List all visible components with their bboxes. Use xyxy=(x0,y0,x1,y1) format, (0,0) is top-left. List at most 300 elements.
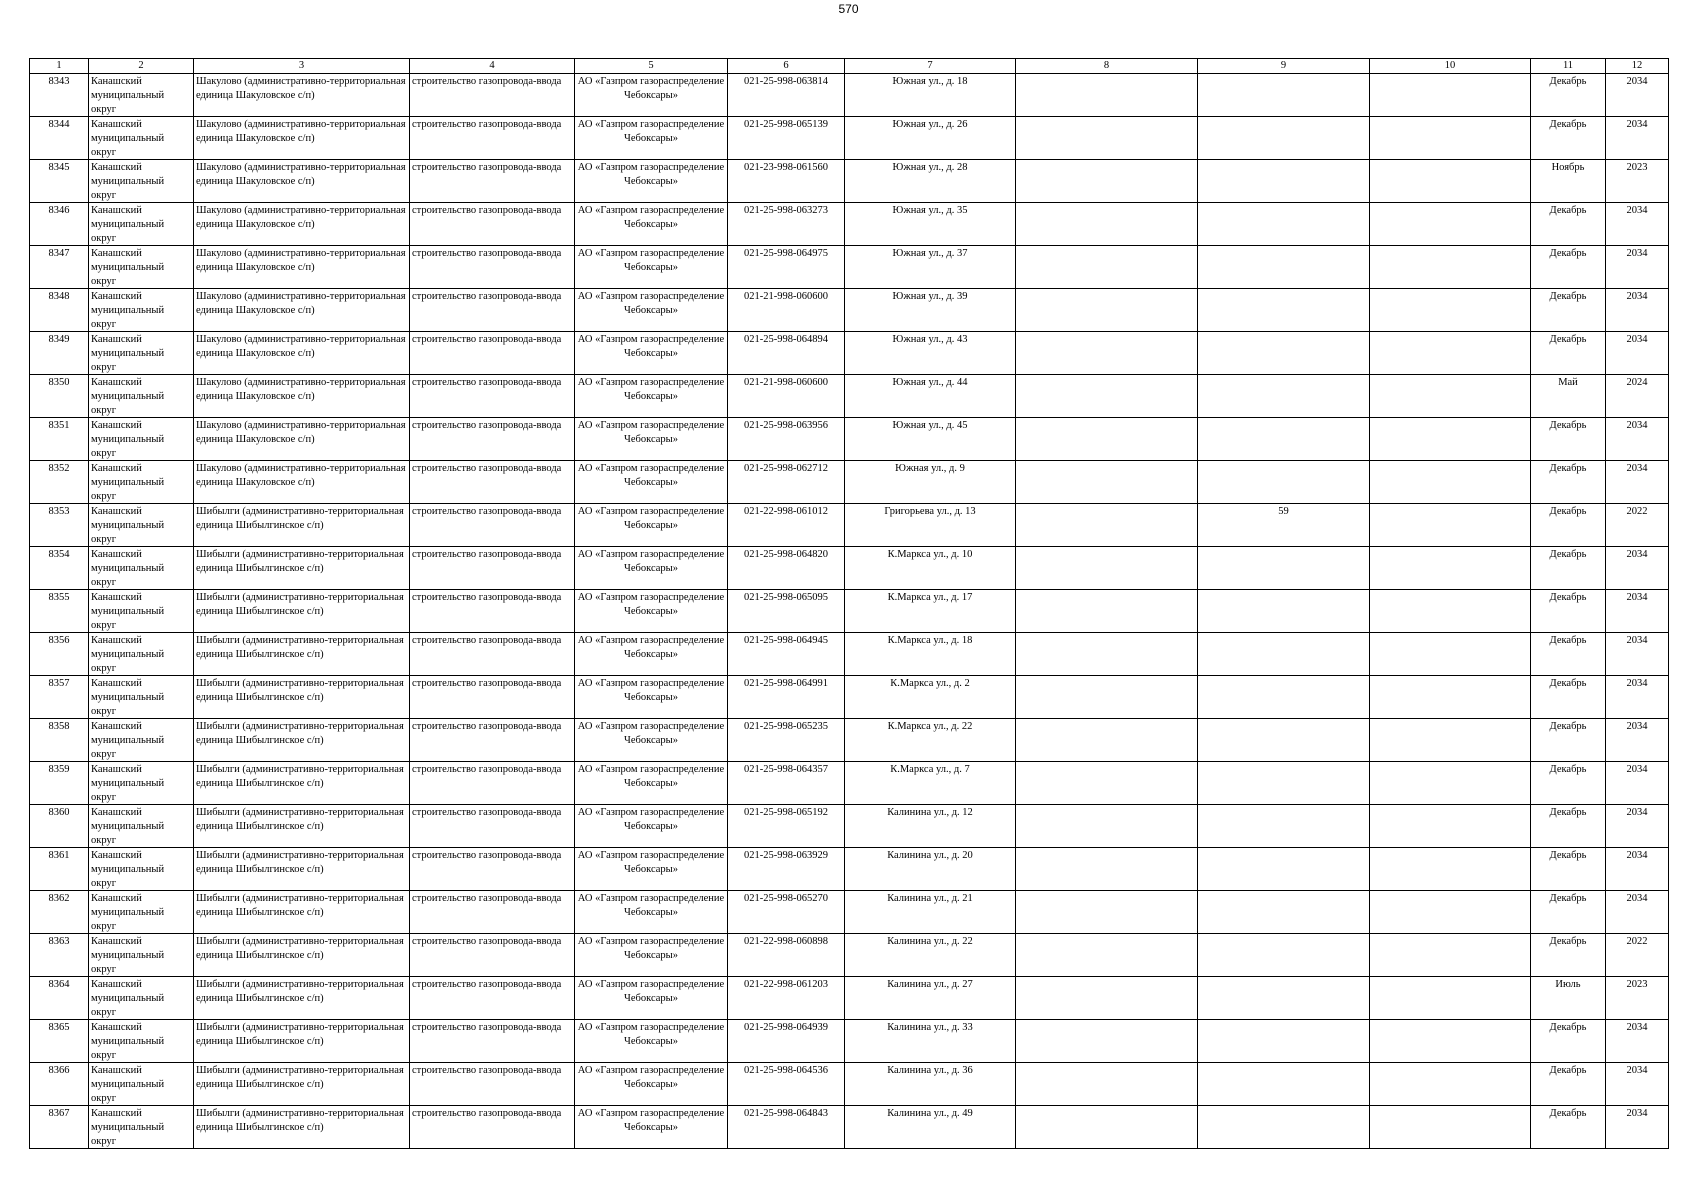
object-code-cell-text: 021-25-998-062712 xyxy=(744,463,828,474)
column-8-cell-text xyxy=(1018,160,1195,202)
settlement-cell xyxy=(194,1063,410,1106)
district-cell-text: Канашский муниципальный округ xyxy=(91,893,165,932)
address-cell xyxy=(845,848,1016,891)
month-cell-text: Декабрь xyxy=(1549,291,1587,302)
month-cell-text: Декабрь xyxy=(1549,76,1587,87)
year-cell-text: 2034 xyxy=(1626,334,1648,345)
month-cell xyxy=(1531,848,1606,891)
address-cell-text: Южная ул., д. 43 xyxy=(892,334,968,345)
object-code-cell-text: 021-25-998-064536 xyxy=(744,1065,828,1076)
district-cell-text: Канашский муниципальный округ xyxy=(91,334,165,373)
settlement-cell xyxy=(194,633,410,676)
column-9-cell xyxy=(1198,504,1370,547)
object-code-cell xyxy=(728,848,845,891)
district-cell-text: Канашский муниципальный округ xyxy=(91,678,165,717)
column-10-cell-text xyxy=(1372,805,1528,847)
address-cell-text: Южная ул., д. 9 xyxy=(895,463,965,474)
object-code-cell xyxy=(728,332,845,375)
address-cell-text: Южная ул., д. 18 xyxy=(892,76,968,87)
district-cell xyxy=(89,848,194,891)
column-8-cell-text xyxy=(1018,676,1195,718)
district-cell xyxy=(89,246,194,289)
column-8-cell xyxy=(1016,805,1198,848)
column-10-cell xyxy=(1370,332,1531,375)
row-number-cell xyxy=(30,1063,89,1106)
organization-cell xyxy=(575,246,728,289)
column-header: 12 xyxy=(1606,59,1669,74)
object-code-cell xyxy=(728,547,845,590)
column-9-cell xyxy=(1198,461,1370,504)
organization-cell xyxy=(575,891,728,934)
organization-cell-text: АО «Газпром газораспределение Чебоксары» xyxy=(577,592,725,617)
work-type-cell xyxy=(410,633,575,676)
column-8-cell-text xyxy=(1018,590,1195,632)
year-cell-text: 2034 xyxy=(1626,850,1648,861)
month-cell-text: Декабрь xyxy=(1549,549,1587,560)
year-cell xyxy=(1606,332,1669,375)
column-9-cell-text xyxy=(1200,1106,1367,1148)
table-row xyxy=(30,160,1669,203)
column-8-cell xyxy=(1016,934,1198,977)
year-cell xyxy=(1606,504,1669,547)
organization-cell-text: АО «Газпром газораспределение Чебоксары» xyxy=(577,635,725,660)
year-cell xyxy=(1606,934,1669,977)
table-row xyxy=(30,676,1669,719)
row-number-cell-text: 8350 xyxy=(48,377,70,388)
work-type-cell-text: строительство газопровода-ввода xyxy=(412,506,562,517)
row-number-cell-text: 8360 xyxy=(48,807,70,818)
table-row xyxy=(30,504,1669,547)
settlement-cell-text: Шибылги (административно-территориальная единица Шибылгинское с/п) xyxy=(196,549,404,574)
column-9-cell-text xyxy=(1200,117,1367,159)
month-cell-text: Декабрь xyxy=(1549,119,1587,130)
work-type-cell-text: строительство газопровода-ввода xyxy=(412,721,562,732)
row-number-cell xyxy=(30,504,89,547)
year-cell xyxy=(1606,1063,1669,1106)
address-cell-text: Калинина ул., д. 12 xyxy=(887,807,973,818)
month-cell xyxy=(1531,504,1606,547)
year-cell-text: 2034 xyxy=(1626,549,1648,560)
row-number-cell xyxy=(30,461,89,504)
column-10-cell-text xyxy=(1372,891,1528,933)
district-cell xyxy=(89,633,194,676)
settlement-cell xyxy=(194,289,410,332)
month-cell-text: Декабрь xyxy=(1549,463,1587,474)
settlement-cell xyxy=(194,934,410,977)
column-9-cell xyxy=(1198,719,1370,762)
year-cell-text: 2034 xyxy=(1626,1022,1648,1033)
object-code-cell-text: 021-25-998-063929 xyxy=(744,850,828,861)
month-cell-text: Декабрь xyxy=(1549,506,1587,517)
column-header: 8 xyxy=(1016,59,1198,74)
object-code-cell-text: 021-25-998-064894 xyxy=(744,334,828,345)
column-number-row xyxy=(30,59,1669,74)
year-cell xyxy=(1606,547,1669,590)
column-9-cell xyxy=(1198,590,1370,633)
address-cell-text: К.Маркса ул., д. 2 xyxy=(890,678,970,689)
column-9-cell xyxy=(1198,633,1370,676)
column-8-cell-text xyxy=(1018,461,1195,503)
object-code-cell-text: 021-25-998-064975 xyxy=(744,248,828,259)
district-cell-text: Канашский муниципальный округ xyxy=(91,721,165,760)
column-8-cell-text xyxy=(1018,891,1195,933)
work-type-cell-text: строительство газопровода-ввода xyxy=(412,205,562,216)
column-10-cell-text xyxy=(1372,461,1528,503)
object-code-cell xyxy=(728,160,845,203)
year-cell xyxy=(1606,117,1669,160)
address-cell xyxy=(845,547,1016,590)
column-8-cell xyxy=(1016,590,1198,633)
column-10-cell-text xyxy=(1372,1063,1528,1105)
row-number-cell-text: 8367 xyxy=(48,1108,70,1119)
object-code-cell-text: 021-25-998-064939 xyxy=(744,1022,828,1033)
address-cell-text: Калинина ул., д. 27 xyxy=(887,979,973,990)
column-8-cell xyxy=(1016,977,1198,1020)
month-cell xyxy=(1531,590,1606,633)
year-cell-text: 2034 xyxy=(1626,807,1648,818)
district-cell-text: Канашский муниципальный округ xyxy=(91,936,165,975)
column-9-cell-text xyxy=(1200,332,1367,374)
year-cell xyxy=(1606,977,1669,1020)
settlement-cell xyxy=(194,74,410,117)
district-cell xyxy=(89,676,194,719)
object-code-cell xyxy=(728,633,845,676)
settlement-cell-text: Шибылги (административно-территориальная единица Шибылгинское с/п) xyxy=(196,506,404,531)
year-cell-text: 2034 xyxy=(1626,463,1648,474)
address-cell xyxy=(845,504,1016,547)
settlement-cell xyxy=(194,375,410,418)
column-10-cell-text xyxy=(1372,633,1528,675)
organization-cell-text: АО «Газпром газораспределение Чебоксары» xyxy=(577,248,725,273)
column-10-cell xyxy=(1370,676,1531,719)
object-code-cell-text: 021-25-998-065139 xyxy=(744,119,828,130)
column-10-cell-text xyxy=(1372,1020,1528,1062)
settlement-cell-text: Шакулово (административно-территориальная единица Шакуловское с/п) xyxy=(196,377,406,402)
column-9-cell-text xyxy=(1200,1020,1367,1062)
column-10-cell-text xyxy=(1372,719,1528,761)
organization-cell xyxy=(575,504,728,547)
year-cell-text: 2034 xyxy=(1626,1065,1648,1076)
settlement-cell-text: Шибылги (административно-территориальная единица Шибылгинское с/п) xyxy=(196,678,404,703)
month-cell-text: Декабрь xyxy=(1549,1108,1587,1119)
settlement-cell-text: Шакулово (административно-территориальная единица Шакуловское с/п) xyxy=(196,248,406,273)
column-10-cell-text xyxy=(1372,418,1528,460)
row-number-cell xyxy=(30,805,89,848)
organization-cell xyxy=(575,332,728,375)
settlement-cell xyxy=(194,246,410,289)
month-cell xyxy=(1531,1063,1606,1106)
settlement-cell-text: Шибылги (административно-территориальная единица Шибылгинское с/п) xyxy=(196,1108,404,1133)
column-8-cell-text xyxy=(1018,805,1195,847)
work-type-cell xyxy=(410,74,575,117)
column-9-cell-text xyxy=(1200,805,1367,847)
month-cell-text: Декабрь xyxy=(1549,592,1587,603)
year-cell-text: 2023 xyxy=(1626,162,1648,173)
month-cell xyxy=(1531,1106,1606,1149)
work-type-cell-text: строительство газопровода-ввода xyxy=(412,979,562,990)
column-9-cell-text xyxy=(1200,547,1367,589)
organization-cell-text: АО «Газпром газораспределение Чебоксары» xyxy=(577,377,725,402)
table-row xyxy=(30,375,1669,418)
work-type-cell-text: строительство газопровода-ввода xyxy=(412,936,562,947)
object-code-cell xyxy=(728,375,845,418)
column-header: 7 xyxy=(845,59,1016,74)
object-code-cell-text: 021-25-998-065192 xyxy=(744,807,828,818)
column-9-cell-text xyxy=(1200,891,1367,933)
settlement-cell xyxy=(194,547,410,590)
month-cell-text: Декабрь xyxy=(1549,850,1587,861)
district-cell xyxy=(89,117,194,160)
column-8-cell xyxy=(1016,504,1198,547)
column-9-cell-text xyxy=(1200,160,1367,202)
column-9-cell-text xyxy=(1200,246,1367,288)
year-cell xyxy=(1606,289,1669,332)
work-type-cell xyxy=(410,504,575,547)
address-cell-text: Южная ул., д. 28 xyxy=(892,162,968,173)
table-row xyxy=(30,977,1669,1020)
column-9-cell xyxy=(1198,676,1370,719)
table-row xyxy=(30,418,1669,461)
work-type-cell-text: строительство газопровода-ввода xyxy=(412,377,562,388)
column-9-cell xyxy=(1198,891,1370,934)
district-cell-text: Канашский муниципальный округ xyxy=(91,549,165,588)
column-10-cell xyxy=(1370,203,1531,246)
column-9-cell xyxy=(1198,1106,1370,1149)
column-8-cell xyxy=(1016,676,1198,719)
year-cell xyxy=(1606,375,1669,418)
object-code-cell xyxy=(728,246,845,289)
work-type-cell xyxy=(410,117,575,160)
organization-cell xyxy=(575,633,728,676)
column-10-cell xyxy=(1370,633,1531,676)
column-8-cell-text xyxy=(1018,719,1195,761)
organization-cell-text: АО «Газпром газораспределение Чебоксары» xyxy=(577,807,725,832)
column-9-cell-text xyxy=(1200,590,1367,632)
district-cell xyxy=(89,719,194,762)
address-cell-text: Калинина ул., д. 36 xyxy=(887,1065,973,1076)
row-number-cell xyxy=(30,203,89,246)
column-8-cell xyxy=(1016,633,1198,676)
column-9-cell xyxy=(1198,418,1370,461)
column-8-cell xyxy=(1016,246,1198,289)
column-9-cell-text xyxy=(1200,762,1367,804)
district-cell-text: Канашский муниципальный округ xyxy=(91,807,165,846)
year-cell xyxy=(1606,203,1669,246)
year-cell-text: 2034 xyxy=(1626,592,1648,603)
row-number-cell-text: 8344 xyxy=(48,119,70,130)
address-cell xyxy=(845,74,1016,117)
district-cell-text: Канашский муниципальный округ xyxy=(91,205,165,244)
settlement-cell xyxy=(194,160,410,203)
settlement-cell-text: Шибылги (административно-территориальная единица Шибылгинское с/п) xyxy=(196,850,404,875)
work-type-cell xyxy=(410,418,575,461)
column-9-cell xyxy=(1198,762,1370,805)
work-type-cell xyxy=(410,676,575,719)
object-code-cell xyxy=(728,1020,845,1063)
object-code-cell-text: 021-25-998-065235 xyxy=(744,721,828,732)
column-8-cell-text xyxy=(1018,1063,1195,1105)
district-cell-text: Канашский муниципальный округ xyxy=(91,506,165,545)
row-number-cell xyxy=(30,676,89,719)
organization-cell-text: АО «Газпром газораспределение Чебоксары» xyxy=(577,936,725,961)
column-8-cell xyxy=(1016,719,1198,762)
work-type-cell xyxy=(410,848,575,891)
month-cell xyxy=(1531,375,1606,418)
column-10-cell xyxy=(1370,418,1531,461)
district-cell xyxy=(89,805,194,848)
organization-cell-text: АО «Газпром газораспределение Чебоксары» xyxy=(577,893,725,918)
settlement-cell xyxy=(194,504,410,547)
column-10-cell-text xyxy=(1372,977,1528,1019)
organization-cell-text: АО «Газпром газораспределение Чебоксары» xyxy=(577,420,725,445)
organization-cell-text: АО «Газпром газораспределение Чебоксары» xyxy=(577,1065,725,1090)
object-code-cell-text: 021-25-998-064991 xyxy=(744,678,828,689)
district-cell xyxy=(89,934,194,977)
settlement-cell-text: Шибылги (административно-территориальная единица Шибылгинское с/п) xyxy=(196,721,404,746)
column-9-cell-text: 59 xyxy=(1278,506,1289,517)
work-type-cell xyxy=(410,547,575,590)
address-cell xyxy=(845,762,1016,805)
address-cell-text: Южная ул., д. 39 xyxy=(892,291,968,302)
table-row xyxy=(30,1020,1669,1063)
year-cell xyxy=(1606,160,1669,203)
work-type-cell-text: строительство газопровода-ввода xyxy=(412,420,562,431)
column-header: 4 xyxy=(410,59,575,74)
settlement-cell xyxy=(194,590,410,633)
month-cell xyxy=(1531,74,1606,117)
address-cell xyxy=(845,719,1016,762)
column-9-cell xyxy=(1198,848,1370,891)
month-cell xyxy=(1531,805,1606,848)
organization-cell-text: АО «Газпром газораспределение Чебоксары» xyxy=(577,76,725,101)
work-type-cell xyxy=(410,805,575,848)
column-10-cell xyxy=(1370,1106,1531,1149)
column-8-cell xyxy=(1016,117,1198,160)
organization-cell xyxy=(575,547,728,590)
table-row xyxy=(30,1063,1669,1106)
object-code-cell xyxy=(728,74,845,117)
column-9-cell xyxy=(1198,117,1370,160)
organization-cell-text: АО «Газпром газораспределение Чебоксары» xyxy=(577,162,725,187)
address-cell xyxy=(845,1063,1016,1106)
row-number-cell xyxy=(30,547,89,590)
address-cell-text: Южная ул., д. 37 xyxy=(892,248,968,259)
address-cell xyxy=(845,332,1016,375)
year-cell xyxy=(1606,633,1669,676)
column-8-cell-text xyxy=(1018,117,1195,159)
district-cell xyxy=(89,1020,194,1063)
column-8-cell xyxy=(1016,418,1198,461)
column-9-cell xyxy=(1198,805,1370,848)
work-type-cell-text: строительство газопровода-ввода xyxy=(412,850,562,861)
year-cell-text: 2024 xyxy=(1626,377,1648,388)
district-cell-text: Канашский муниципальный округ xyxy=(91,979,165,1018)
object-code-cell xyxy=(728,805,845,848)
district-cell-text: Канашский муниципальный округ xyxy=(91,248,165,287)
column-8-cell-text xyxy=(1018,246,1195,288)
table-row xyxy=(30,805,1669,848)
object-code-cell xyxy=(728,590,845,633)
column-10-cell xyxy=(1370,117,1531,160)
column-9-cell-text xyxy=(1200,633,1367,675)
column-10-cell xyxy=(1370,74,1531,117)
month-cell-text: Декабрь xyxy=(1549,205,1587,216)
month-cell xyxy=(1531,289,1606,332)
column-9-cell-text xyxy=(1200,977,1367,1019)
column-8-cell xyxy=(1016,547,1198,590)
district-cell xyxy=(89,160,194,203)
gasification-table xyxy=(29,58,1669,1149)
work-type-cell-text: строительство газопровода-ввода xyxy=(412,764,562,775)
column-10-cell xyxy=(1370,289,1531,332)
district-cell-text: Канашский муниципальный округ xyxy=(91,635,165,674)
month-cell-text: Декабрь xyxy=(1549,936,1587,947)
work-type-cell xyxy=(410,289,575,332)
column-header: 1 xyxy=(30,59,89,74)
settlement-cell xyxy=(194,719,410,762)
table-body xyxy=(30,74,1669,1149)
work-type-cell xyxy=(410,762,575,805)
organization-cell xyxy=(575,848,728,891)
month-cell-text: Май xyxy=(1558,377,1578,388)
column-10-cell xyxy=(1370,719,1531,762)
column-8-cell-text xyxy=(1018,934,1195,976)
organization-cell xyxy=(575,1106,728,1149)
settlement-cell-text: Шакулово (административно-территориальная единица Шакуловское с/п) xyxy=(196,119,406,144)
district-cell xyxy=(89,203,194,246)
column-8-cell-text xyxy=(1018,74,1195,116)
work-type-cell-text: строительство газопровода-ввода xyxy=(412,248,562,259)
district-cell-text: Канашский муниципальный округ xyxy=(91,162,165,201)
work-type-cell-text: строительство газопровода-ввода xyxy=(412,549,562,560)
settlement-cell-text: Шибылги (административно-территориальная единица Шибылгинское с/п) xyxy=(196,1022,404,1047)
row-number-cell-text: 8345 xyxy=(48,162,70,173)
row-number-cell xyxy=(30,418,89,461)
month-cell xyxy=(1531,117,1606,160)
column-10-cell-text xyxy=(1372,375,1528,417)
column-10-cell xyxy=(1370,762,1531,805)
column-8-cell xyxy=(1016,891,1198,934)
work-type-cell xyxy=(410,203,575,246)
row-number-cell-text: 8354 xyxy=(48,549,70,560)
address-cell xyxy=(845,633,1016,676)
organization-cell xyxy=(575,762,728,805)
column-10-cell-text xyxy=(1372,289,1528,331)
address-cell-text: Южная ул., д. 35 xyxy=(892,205,968,216)
month-cell xyxy=(1531,891,1606,934)
work-type-cell xyxy=(410,461,575,504)
object-code-cell xyxy=(728,762,845,805)
page-number: 570 xyxy=(838,2,859,16)
work-type-cell xyxy=(410,977,575,1020)
district-cell xyxy=(89,74,194,117)
object-code-cell-text: 021-25-998-063814 xyxy=(744,76,828,87)
column-10-cell xyxy=(1370,590,1531,633)
settlement-cell-text: Шибылги (административно-территориальная единица Шибылгинское с/п) xyxy=(196,764,404,789)
object-code-cell-text: 021-22-998-060898 xyxy=(744,936,828,947)
district-cell xyxy=(89,418,194,461)
column-9-cell xyxy=(1198,332,1370,375)
settlement-cell-text: Шакулово (административно-территориальная единица Шакуловское с/п) xyxy=(196,205,406,230)
column-10-cell xyxy=(1370,246,1531,289)
table-row xyxy=(30,1106,1669,1149)
column-8-cell-text xyxy=(1018,375,1195,417)
row-number-cell xyxy=(30,590,89,633)
column-9-cell xyxy=(1198,246,1370,289)
organization-cell-text: АО «Газпром газораспределение Чебоксары» xyxy=(577,1022,725,1047)
address-cell xyxy=(845,418,1016,461)
organization-cell-text: АО «Газпром газораспределение Чебоксары» xyxy=(577,291,725,316)
